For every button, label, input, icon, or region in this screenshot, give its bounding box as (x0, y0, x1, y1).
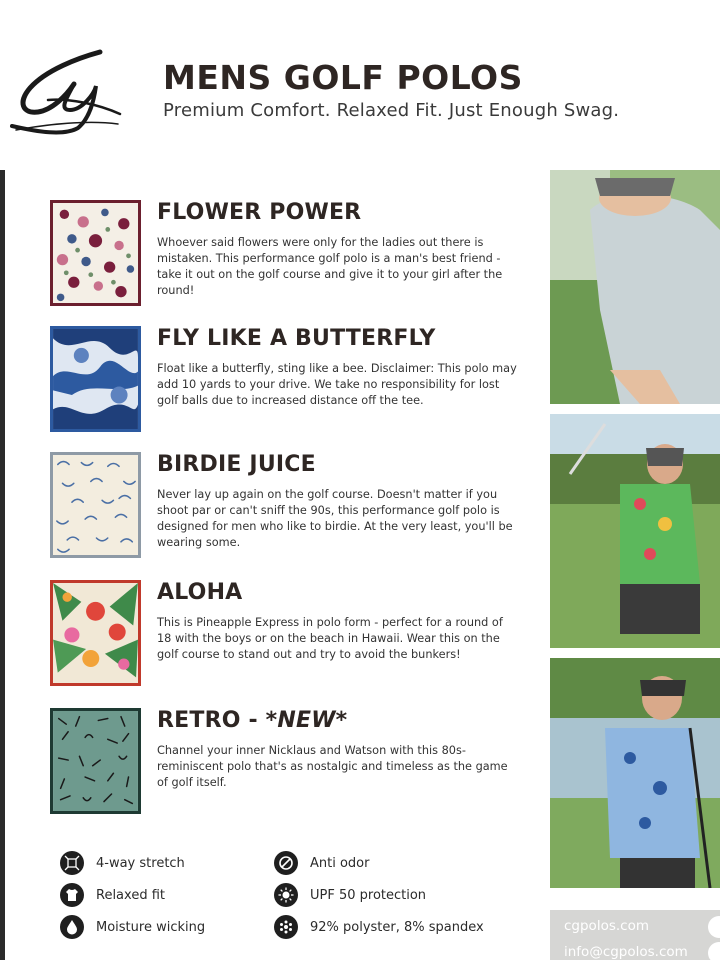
product-aloha (50, 580, 530, 690)
page-tagline: Premium Comfort. Relaxed Fit. Just Enough Swag. (163, 100, 620, 121)
flower-power-swatch (50, 200, 141, 306)
product-fly-like-a-butterfly (50, 326, 530, 436)
birdie-juice-swatch (50, 452, 141, 558)
feature-anti-odor (274, 851, 369, 875)
aloha-swatch (50, 580, 141, 686)
page-title: MENS GOLF POLOS (163, 58, 523, 97)
droplet-icon (60, 915, 84, 939)
product-name: FLY LIKE A BUTTERFLY (157, 326, 436, 351)
stretch-icon (60, 851, 84, 875)
shirt-icon (60, 883, 84, 907)
product-description: Float like a butterfly, sting like a bee. Disclaimer: This polo may add 10 yards to your drive. We take no responsibility for lost golf balls due to increased distance off the tee. (157, 362, 517, 407)
product-name: FLOWER POWER (157, 200, 362, 225)
retro-swatch (50, 708, 141, 814)
website-link[interactable]: cgpolos.com (564, 918, 649, 934)
product-retro (50, 708, 530, 818)
feature-moisture-wicking (60, 915, 205, 939)
feature-label: Moisture wicking (96, 919, 206, 935)
feature-fabric (274, 915, 484, 939)
feature-label: Anti odor (310, 855, 370, 871)
left-accent-bar (0, 170, 5, 960)
feature-label: 4-way stretch (96, 855, 185, 871)
fabric-icon (274, 915, 298, 939)
contact-box (550, 910, 720, 960)
mail-icon (708, 942, 720, 960)
photo-golfer-aloha-swing (550, 414, 720, 648)
feature-upf-50 (274, 883, 426, 907)
feature-4-way-stretch (60, 851, 185, 875)
brand-logo (8, 44, 128, 136)
product-name: BIRDIE JUICE (157, 452, 316, 477)
feature-label: Relaxed fit (96, 887, 165, 903)
butterfly-swatch (50, 326, 141, 432)
no-symbol-icon (274, 851, 298, 875)
product-name: ALOHA (157, 580, 243, 605)
product-description: Channel your inner Nicklaus and Watson with this 80s-reminiscent polo that's as nostalgic and timeless as the game of golf itself. (157, 744, 508, 789)
globe-icon (708, 916, 720, 938)
product-name: RETRO - *NEW* (157, 708, 348, 733)
product-description: This is Pineapple Express in polo form - perfect for a round of 18 with the boys or on the beach in Hawaii. Wear this on the golf course to stand out and try to avoid the bunkers! (157, 616, 503, 661)
feature-label: UPF 50 protection (310, 887, 427, 903)
feature-relaxed-fit (60, 883, 165, 907)
sun-icon (274, 883, 298, 907)
new-badge: *NEW* (265, 708, 348, 733)
email-link[interactable]: info@cgpolos.com (564, 944, 688, 960)
product-description: Whoever said flowers were only for the ladies out there is mistaken. This performance golf polo is a man's best friend - take it out on the golf course and give it to your girl after the round! (157, 236, 503, 297)
feature-label: 92% polyster, 8% spandex (310, 919, 484, 935)
product-birdie-juice (50, 452, 530, 562)
photo-golfer-flower-polo (550, 170, 720, 404)
photo-golfer-retro-polo (550, 658, 720, 888)
product-description: Never lay up again on the golf course. Doesn't matter if you shoot par or can't sniff the 90s, this performance golf polo is designed for men who like to birdie. At the very least, you'll be wearing some. (157, 488, 513, 549)
product-flower-power (50, 200, 530, 310)
